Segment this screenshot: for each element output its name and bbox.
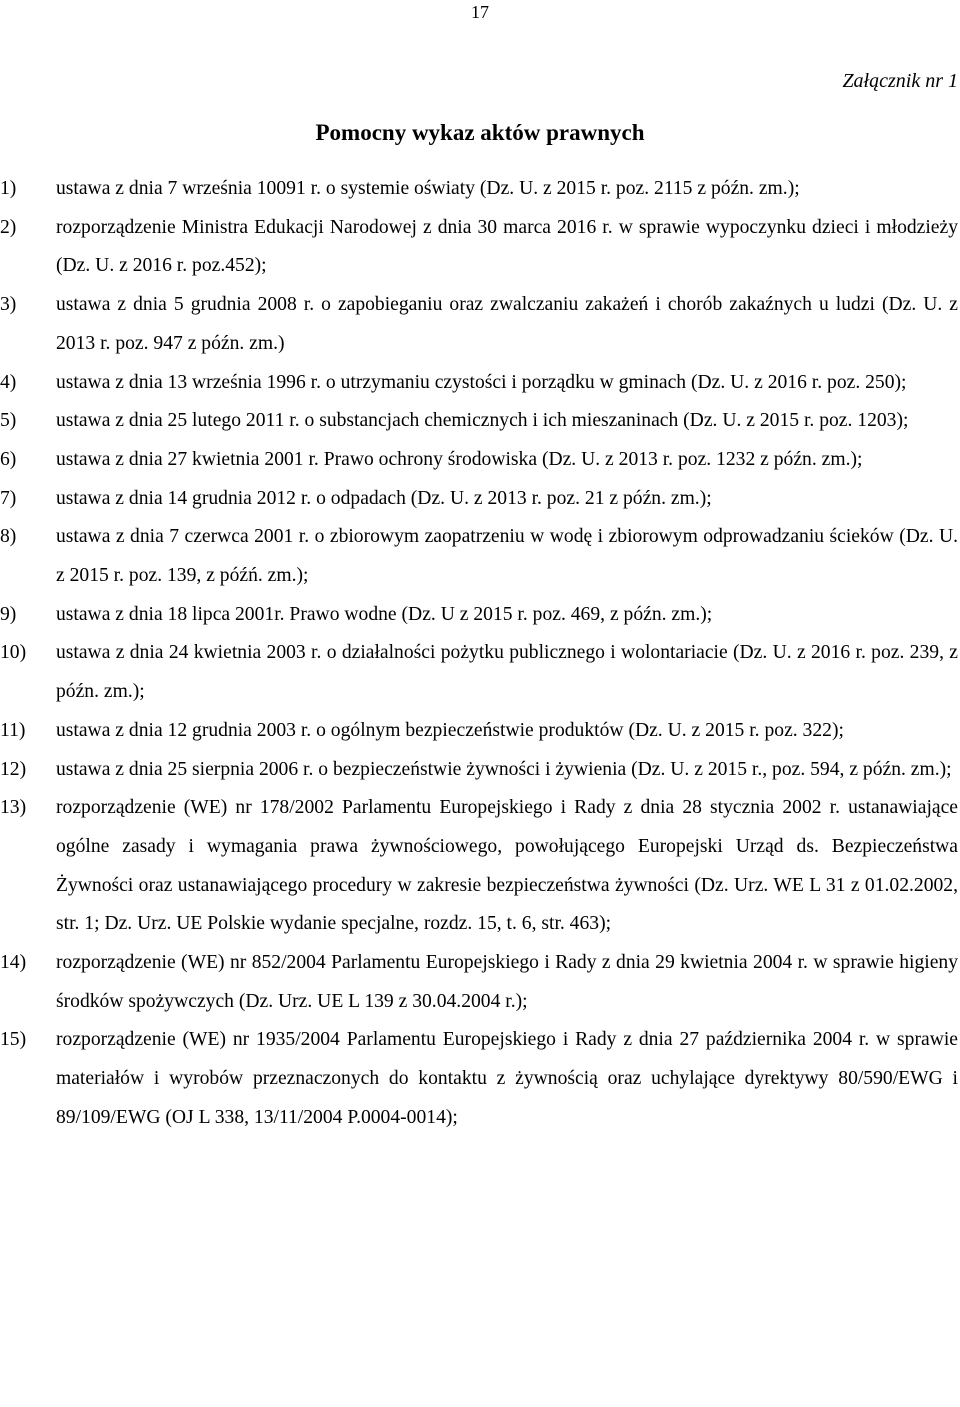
- list-item: [0, 634, 960, 711]
- list-item: [0, 1021, 960, 1137]
- list-item-text: rozporządzenie (WE) nr 178/2002 Parlamentu Europejskiego i Rady z dnia 28 stycznia 2002 r. ustanawiające ogólne zasady i wymagania prawa żywnościowego, powołującego Europejski Urząd ds. Bezpieczeństwa Żywności oraz ustanawiającego procedury w zakresie bezpieczeństwa żywności (Dz. Urz. WE L 31 z 01.02.2002, str. 1; Dz. Urz. UE Polskie wydanie specjalne, rozdz. 15, t. 6, str. 463);: [56, 797, 958, 935]
- list-item-number: 11): [0, 719, 26, 741]
- list-item: [0, 441, 960, 480]
- list-item: [0, 518, 960, 595]
- list-item-text: rozporządzenie (WE) nr 852/2004 Parlamentu Europejskiego i Rady z dnia 29 kwietnia 2004 r. w sprawie higieny środków spożywczych (Dz. Urz. UE L 139 z 30.04.2004 r.);: [56, 952, 958, 1012]
- list-item: [0, 364, 960, 403]
- list-item: [0, 712, 960, 751]
- annex-label: Załącznik nr 1: [842, 70, 958, 92]
- list-item: [0, 944, 960, 1021]
- list-item-text: ustawa z dnia 7 września 10091 r. o systemie oświaty (Dz. U. z 2015 r. poz. 2115 z późn. zm.);: [56, 178, 800, 199]
- list-item-number: 15): [0, 1029, 27, 1051]
- page-number: 17: [471, 2, 489, 22]
- document-title: Pomocny wykaz aktów prawnych: [315, 120, 645, 145]
- list-item-text: ustawa z dnia 27 kwietnia 2001 r. Prawo ochrony środowiska (Dz. U. z 2013 r. poz. 1232 z późn. zm.);: [56, 448, 863, 470]
- list-item-number: 1): [0, 178, 17, 199]
- list-item: [0, 209, 960, 286]
- list-item: [0, 596, 960, 635]
- list-item-text: ustawa z dnia 25 lutego 2011 r. o substancjach chemicznych i ich mieszaninach (Dz. U. z 2015 r. poz. 1203);: [56, 410, 909, 432]
- list-item-number: 12): [0, 758, 27, 780]
- list-item-number: 5): [0, 410, 17, 432]
- list-item-text: ustawa z dnia 18 lipca 2001r. Prawo wodne (Dz. U z 2015 r. poz. 469, z późn. zm.);: [56, 603, 713, 625]
- list-item-number: 3): [0, 294, 17, 316]
- list-item: [0, 751, 960, 790]
- list-item: [0, 170, 960, 209]
- list-item-number: 6): [0, 448, 17, 470]
- list-item-number: 13): [0, 797, 27, 819]
- list-item-number: 4): [0, 371, 17, 393]
- list-item-text: rozporządzenie (WE) nr 1935/2004 Parlamentu Europejskiego i Rady z dnia 27 października 2004 r. w sprawie materiałów i wyrobów przeznaczonych do kontaktu z żywnością oraz uchylające dyrektywy 80/590/EWG i 89/109/EWG (OJ L 338, 13/11/2004 P.0004-0014);: [56, 1029, 958, 1128]
- list-item-number: 10): [0, 642, 27, 664]
- list-item: [0, 286, 960, 363]
- list-item-text: ustawa z dnia 25 sierpnia 2006 r. o bezpieczeństwie żywności i żywienia (Dz. U. z 2015 r., poz. 594, z późn. zm.);: [56, 758, 952, 780]
- list-item-text: ustawa z dnia 13 września 1996 r. o utrzymaniu czystości i porządku w gminach (Dz. U. z 2016 r. poz. 250);: [56, 371, 907, 393]
- list-item: [0, 402, 960, 441]
- list-item-number: 14): [0, 952, 27, 974]
- list-item-number: 2): [0, 216, 17, 238]
- list-item-text: rozporządzenie Ministra Edukacji Narodowej z dnia 30 marca 2016 r. w sprawie wypoczynku dzieci i młodzieży (Dz. U. z 2016 r. poz.452);: [56, 216, 958, 277]
- list-item-number: 9): [0, 603, 17, 625]
- list-item-text: ustawa z dnia 14 grudnia 2012 r. o odpadach (Dz. U. z 2013 r. poz. 21 z późn. zm.);: [56, 487, 712, 509]
- list-item-text: ustawa z dnia 12 grudnia 2003 r. o ogólnym bezpieczeństwie produktów (Dz. U. z 2015 r. poz. 322);: [56, 719, 844, 741]
- list-item-text: ustawa z dnia 24 kwietnia 2003 r. o działalności pożytku publicznego i wolontariacie (Dz. U. z 2016 r. poz. 239, z późn. zm.);: [56, 642, 958, 703]
- list-item-text: ustawa z dnia 5 grudnia 2008 r. o zapobieganiu oraz zwalczaniu zakażeń i chorób zakaźnych u ludzi (Dz. U. z 2013 r. poz. 947 z późn. zm.): [56, 294, 958, 354]
- list-item: [0, 480, 960, 519]
- legal-acts-list: [0, 170, 960, 1138]
- list-item: [0, 789, 960, 944]
- list-item-number: 8): [0, 526, 17, 548]
- list-item-number: 7): [0, 487, 17, 509]
- list-item-text: ustawa z dnia 7 czerwca 2001 r. o zbiorowym zaopatrzeniu w wodę i zbiorowym odprowadzaniu ścieków (Dz. U. z 2015 r. poz. 139, z późń. zm.);: [56, 526, 958, 587]
